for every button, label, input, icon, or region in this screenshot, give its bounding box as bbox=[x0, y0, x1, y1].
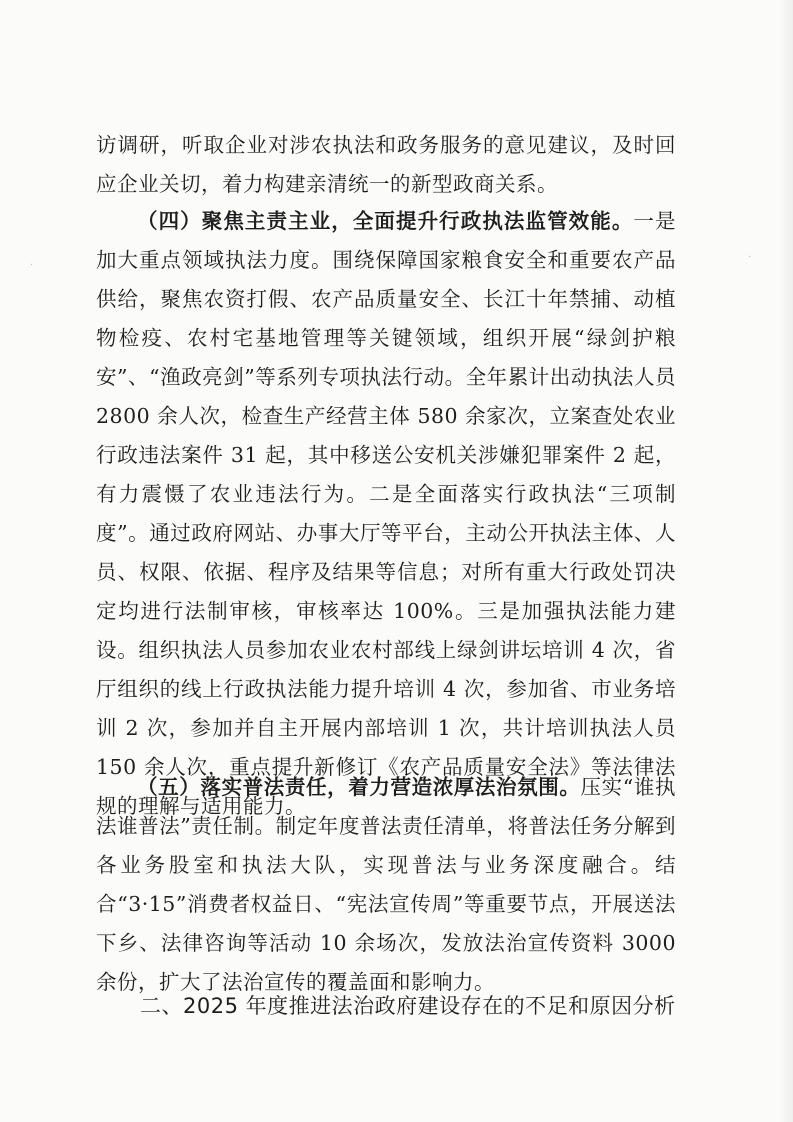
paragraph-heading: （五）落实普法责任，着力营造浓厚法治氛围。 bbox=[137, 775, 581, 799]
paragraph-five bbox=[96, 768, 676, 1002]
paragraph-body: 一是加大重点领域执法力度。围绕保障国家粮食安全和重要农产品供给，聚焦农资打假、农产品质量安全、长江十年禁捕、动植物检疫、农村宅基地管理等关键领域，组织开展“绿剑护粮安”、“渔政亮剑”等系列专项执法行动。全年累计出动执法人员 2800 余人次，检查生产经营主体 580 余家次，立案查处农业行政违法案件 31 起，其中移送公安机关涉嫌犯罪案件 2 起，有力震慑了农业违法行为。二是全面落实行政执法“三项制度”。通过政府网站、办事大厅等平台，主动公开执法主体、人员、权限、依据、程序及结果等信息；对所有重大行政处罚决定均进行法制审核，审核率达 100%。三是加强执法能力建设。组织执法人员参加农业农村部线上绿剑讲坛培训 4 次，省厅组织的线上行政执法能力提升培训 4 次，参加省、市业务培训 2 次，参加并自主开展内部培训 1 次，共计培训执法人员 150 余人次，重点提升新修订《农产品质量安全法》等法律法规的理解与适用能力。 bbox=[96, 209, 677, 818]
paragraph-body: 压实“谁执法谁普法”责任制。制定年度普法责任清单，将普法任务分解到各业务股室和执法大队，实现普法与业务深度融合。结合“3·15”消费者权益日、“宪法宣传周”等重要节点，开展送法下乡、法律咨询等活动 10 余场次，发放法治宣传资料 3000 余份，扩大了法治宣传的覆盖面和影响力。 bbox=[96, 775, 677, 994]
section-heading: 二、2025 年度推进法治政府建设存在的不足和原因分析 bbox=[140, 994, 676, 1018]
scan-shadow bbox=[779, 0, 793, 1122]
paragraph-four bbox=[96, 202, 676, 826]
continued-paragraph bbox=[96, 126, 676, 204]
scan-speck: · bbox=[30, 260, 34, 271]
scan-speck: · bbox=[748, 252, 752, 263]
paragraph-heading: （四）聚焦主责主业，全面提升行政执法监管效能。 bbox=[137, 209, 634, 233]
paragraph-text: 访调研，听取企业对涉农执法和政务服务的意见建议，及时回应企业关切，着力构建亲清统一的新型政商关系。 bbox=[96, 133, 676, 196]
